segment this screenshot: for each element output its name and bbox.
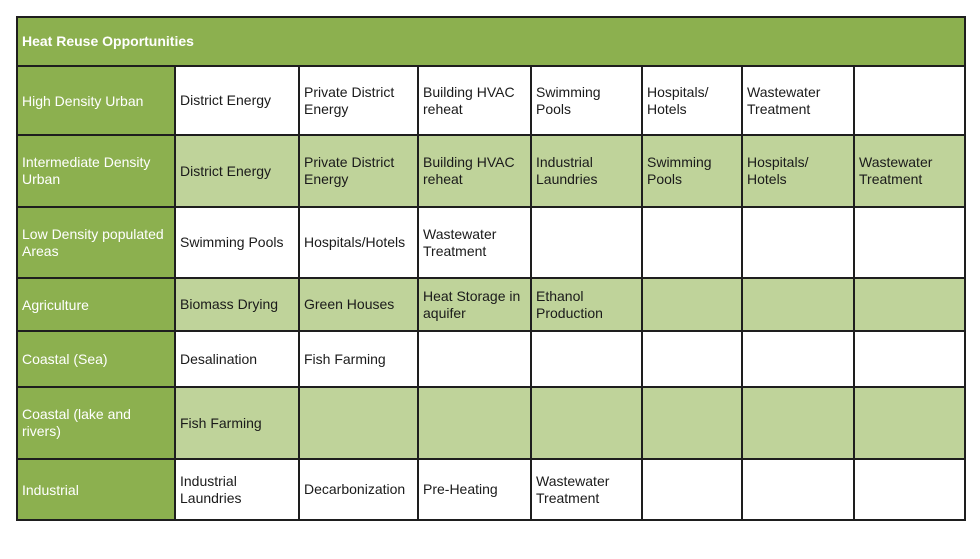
- table-cell: Hospitals/ Hotels: [742, 135, 854, 207]
- table-cell: Fish Farming: [299, 331, 418, 387]
- table-cell: [642, 207, 742, 278]
- table-cell: District Energy: [175, 135, 299, 207]
- table-cell: [642, 387, 742, 459]
- table-cell: Decarbonization: [299, 459, 418, 520]
- table-cell: [531, 207, 642, 278]
- table-cell: Heat Storage in aquifer: [418, 278, 531, 331]
- table-title: Heat Reuse Opportunities: [17, 17, 965, 66]
- table-cell: Swimming Pools: [175, 207, 299, 278]
- table-row: [17, 387, 965, 459]
- table-cell: [742, 459, 854, 520]
- table-cell: [854, 278, 965, 331]
- table-cell: Biomass Drying: [175, 278, 299, 331]
- table-row: [17, 331, 965, 387]
- table-cell: Building HVAC reheat: [418, 66, 531, 135]
- table-row: [17, 278, 965, 331]
- row-category: Industrial: [17, 459, 175, 520]
- table-cell: [742, 207, 854, 278]
- table-cell: Pre-Heating: [418, 459, 531, 520]
- table-cell: [742, 278, 854, 331]
- table-cell: Wastewater Treatment: [418, 207, 531, 278]
- table-cell: Private District Energy: [299, 135, 418, 207]
- table-cell: Industrial Laundries: [175, 459, 299, 520]
- table-row: [17, 66, 965, 135]
- row-category: Coastal (Sea): [17, 331, 175, 387]
- table-cell: Fish Farming: [175, 387, 299, 459]
- table-cell: Swimming Pools: [531, 66, 642, 135]
- table-cell: Desalination: [175, 331, 299, 387]
- table-cell: Hospitals/Hotels: [299, 207, 418, 278]
- table-cell: [642, 459, 742, 520]
- table-cell: District Energy: [175, 66, 299, 135]
- table-cell: [531, 331, 642, 387]
- table-row: [17, 207, 965, 278]
- row-category: Agriculture: [17, 278, 175, 331]
- table-cell: [642, 331, 742, 387]
- table-row: [17, 135, 965, 207]
- table-cell: [531, 387, 642, 459]
- table-cell: [854, 207, 965, 278]
- table-cell: Building HVAC reheat: [418, 135, 531, 207]
- row-category: Low Density populated Areas: [17, 207, 175, 278]
- table-cell: [742, 331, 854, 387]
- row-category: Coastal (lake and rivers): [17, 387, 175, 459]
- table-cell: [418, 331, 531, 387]
- table-cell: Private District Energy: [299, 66, 418, 135]
- table-body: [17, 66, 965, 520]
- table-cell: [854, 331, 965, 387]
- table-cell: [742, 387, 854, 459]
- table-cell: Swimming Pools: [642, 135, 742, 207]
- table-cell: Wastewater Treatment: [742, 66, 854, 135]
- table-cell: [642, 278, 742, 331]
- table-cell: [418, 387, 531, 459]
- table-cell: [854, 387, 965, 459]
- table-cell: [854, 66, 965, 135]
- table-cell: Ethanol Production: [531, 278, 642, 331]
- table-cell: Hospitals/ Hotels: [642, 66, 742, 135]
- table-cell: Green Houses: [299, 278, 418, 331]
- table-cell: [854, 459, 965, 520]
- heat-reuse-table: [16, 16, 966, 521]
- table-cell: [299, 387, 418, 459]
- table-cell: Wastewater Treatment: [531, 459, 642, 520]
- table-row: [17, 459, 965, 520]
- table-cell: Wastewater Treatment: [854, 135, 965, 207]
- row-category: Intermediate Density Urban: [17, 135, 175, 207]
- table-cell: Industrial Laundries: [531, 135, 642, 207]
- row-category: High Density Urban: [17, 66, 175, 135]
